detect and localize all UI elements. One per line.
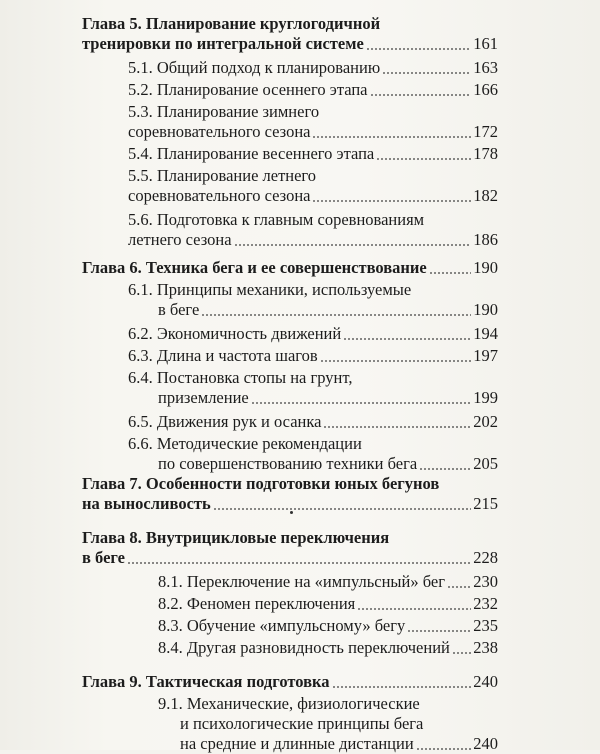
toc-page-number: 190 bbox=[473, 300, 498, 319]
toc-title-line: 9.1. Механические, физиологические bbox=[158, 694, 420, 713]
toc-entry-s5-2 bbox=[128, 80, 498, 100]
toc-page-number: 240 bbox=[473, 672, 498, 691]
toc-entry-ch9 bbox=[82, 672, 498, 692]
toc-entry-s6-6 bbox=[128, 434, 498, 474]
toc-page-number: 197 bbox=[473, 346, 498, 365]
toc-title-line: 5.2. Планирование осеннего этапа bbox=[128, 80, 368, 99]
toc-title-line: 5.6. Подготовка к главным соревнованиям bbox=[128, 210, 425, 229]
toc-title-line: летнего сезона bbox=[128, 230, 232, 249]
toc-title-line: в беге bbox=[82, 548, 125, 567]
toc-title-line: приземление bbox=[158, 388, 249, 407]
leader-dots bbox=[201, 314, 471, 316]
toc-title-line: 6.5. Движения рук и осанка bbox=[128, 412, 322, 431]
toc-title-line: по совершенствованию техники бега bbox=[158, 454, 418, 473]
leader-dots bbox=[382, 72, 471, 74]
toc-entry-ch7 bbox=[82, 474, 498, 514]
leader-dots bbox=[429, 272, 472, 274]
toc-entry-s8-1 bbox=[158, 572, 498, 592]
toc-title-line: соревновательного сезона bbox=[128, 122, 311, 141]
toc-page-number: 230 bbox=[473, 572, 498, 591]
toc-page-number: 205 bbox=[473, 454, 498, 473]
leader-dots bbox=[407, 630, 471, 632]
toc-entry-ch5 bbox=[82, 14, 498, 54]
toc-page-number: 163 bbox=[473, 58, 498, 77]
toc-title-line: 5.3. Планирование зимнего bbox=[128, 102, 320, 121]
toc-entry-s8-2 bbox=[158, 594, 498, 614]
toc-entry-s8-4 bbox=[158, 638, 498, 658]
toc-entry-s6-2 bbox=[128, 324, 498, 344]
leader-dots bbox=[213, 508, 472, 510]
toc-title-line: 5.5. Планирование летнего bbox=[128, 166, 317, 185]
toc-entry-s8-3 bbox=[158, 616, 498, 636]
toc-entry-ch6 bbox=[82, 258, 498, 278]
leader-dots bbox=[312, 200, 471, 202]
toc-title-line: Глава 7. Особенности подготовки юных бегунов bbox=[82, 474, 440, 493]
toc-title-line: 6.4. Постановка стопы на грунт, bbox=[128, 368, 353, 387]
toc-title-line: 8.4. Другая разновидность переключений bbox=[158, 638, 450, 657]
toc-title-line: 6.6. Методические рекомендации bbox=[128, 434, 362, 453]
toc-page-number: 178 bbox=[473, 144, 498, 163]
toc-title-line: Глава 6. Техника бега и ее совершенствование bbox=[82, 258, 427, 277]
leader-dots bbox=[452, 652, 471, 654]
toc-title-line: 5.4. Планирование весеннего этапа bbox=[128, 144, 375, 163]
toc-title-line: Глава 5. Планирование круглогодичной bbox=[82, 14, 381, 33]
toc-entry-s6-1 bbox=[128, 280, 498, 320]
toc-entry-ch8 bbox=[82, 528, 498, 568]
toc-entry-s5-3 bbox=[128, 102, 498, 142]
toc-title-line: Глава 8. Внутрицикловые переключения bbox=[82, 528, 390, 547]
toc-entry-s6-3 bbox=[128, 346, 498, 366]
toc-title-line: 6.2. Экономичность движений bbox=[128, 324, 342, 343]
leader-dots bbox=[357, 608, 471, 610]
toc-page-number: 202 bbox=[473, 412, 498, 431]
toc-page-number: 199 bbox=[473, 388, 498, 407]
toc-title-line: Глава 9. Тактическая подготовка bbox=[82, 672, 330, 691]
stray-dot bbox=[290, 511, 293, 514]
leader-dots bbox=[447, 586, 471, 588]
toc-entry-s5-5 bbox=[128, 166, 498, 206]
leader-dots bbox=[376, 158, 471, 160]
leader-dots bbox=[343, 338, 471, 340]
toc-title-line: 6.3. Длина и частота шагов bbox=[128, 346, 318, 365]
toc-page-number: 235 bbox=[473, 616, 498, 635]
toc-page-number: 182 bbox=[473, 186, 498, 205]
toc-title-line: в беге bbox=[158, 300, 200, 319]
leader-dots bbox=[234, 244, 472, 246]
toc-title-line: 8.1. Переключение на «импульсный» бег bbox=[158, 572, 445, 591]
leader-dots bbox=[370, 94, 472, 96]
toc-title-line: и психологические принципы бега bbox=[180, 714, 424, 733]
toc-page-number: 172 bbox=[473, 122, 498, 141]
toc-title-line: 8.2. Феномен переключения bbox=[158, 594, 356, 613]
toc-entry-s6-5 bbox=[128, 412, 498, 432]
toc-page-number: 190 bbox=[473, 258, 498, 277]
toc-entry-s5-6 bbox=[128, 210, 498, 250]
toc-title-line: соревновательного сезона bbox=[128, 186, 311, 205]
toc-entry-s5-1 bbox=[128, 58, 498, 78]
leader-dots bbox=[312, 136, 471, 138]
toc-entry-s6-4 bbox=[128, 368, 498, 408]
toc-page-number: 238 bbox=[473, 638, 498, 657]
toc-page-number: 161 bbox=[473, 34, 498, 53]
toc-page-number: 166 bbox=[473, 80, 498, 99]
toc-page-number: 194 bbox=[473, 324, 498, 343]
leader-dots bbox=[127, 562, 471, 564]
toc-page-number: 232 bbox=[473, 594, 498, 613]
toc-title-line: 6.1. Принципы механики, используемые bbox=[128, 280, 412, 299]
leader-dots bbox=[323, 426, 471, 428]
toc-title-line: на выносливость bbox=[82, 494, 211, 513]
toc-page-number: 240 bbox=[473, 734, 498, 753]
leader-dots bbox=[366, 48, 471, 50]
toc-title-line: на средние и длинные дистанции bbox=[180, 734, 414, 753]
leader-dots bbox=[320, 360, 472, 362]
toc-page-number: 228 bbox=[473, 548, 498, 567]
leader-dots bbox=[419, 468, 471, 470]
leader-dots bbox=[251, 402, 472, 404]
leader-dots bbox=[332, 686, 472, 688]
toc-entry-s5-4 bbox=[128, 144, 498, 164]
toc-title-line: 5.1. Общий подход к планированию bbox=[128, 58, 381, 77]
toc-title-line: тренировки по интегральной системе bbox=[82, 34, 364, 53]
toc-entry-s9-1 bbox=[158, 694, 498, 754]
toc-title-line: 8.3. Обучение «импульсному» бегу bbox=[158, 616, 406, 635]
toc-page-number: 186 bbox=[473, 230, 498, 249]
toc-page-number: 215 bbox=[473, 494, 498, 513]
